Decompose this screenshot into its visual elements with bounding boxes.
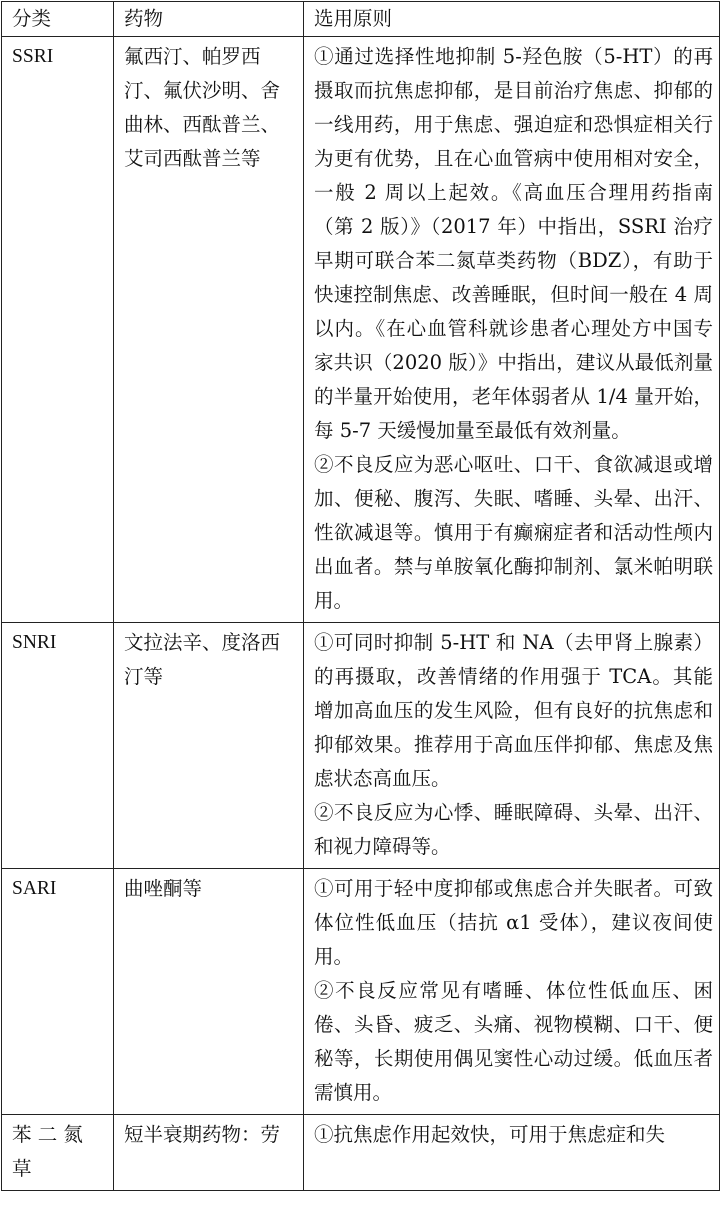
header-drug: 药物 xyxy=(114,2,304,37)
adverse-reaction-paragraph: ②不良反应为心悸、睡眠障碍、头晕、出汗、和视力障碍等。 xyxy=(314,801,713,858)
principle-paragraph: ①通过选择性地抑制 5-羟色胺（5-HT）的再摄取而抗焦虑抑郁，是目前治疗焦虑、抑郁的一线用药，用于焦虑、强迫症和恐惧症相关行为更有优势，且在心血管病中使用相对安全，一般 2 周以上起效。《高血压合理用药指南（第 2 版）》（2017 年）中指出，SSRI 治疗早期可联合苯二氮草类药物（BDZ），有助于快速控制焦虑、改善睡眠，但时间一般在 4 周以内。《在心血管科就诊患者心理处方中国专家共识（2020 版）》中指出，建议从最低剂量的半量开始使用，老年体弱者从 1/4 量开始，每 5-7 天缓慢加量至最低有效剂量。 xyxy=(314,45,713,442)
table-row-benzodiazepine xyxy=(2,1115,720,1191)
category-cell: SNRI xyxy=(2,623,114,869)
adverse-reaction-paragraph: ②不良反应为恶心呕吐、口干、食欲减退或增加、便秘、腹泻、失眠、嗜睡、头晕、出汗、性欲减退等。慎用于有癫痫症者和活动性颅内出血者。禁与单胺氧化酶抑制剂、氯米帕明联用。 xyxy=(314,453,713,612)
principle-paragraph: ①可同时抑制 5-HT 和 NA（去甲肾上腺素）的再摄取，改善情绪的作用强于 TCA。其能增加高血压的发生风险，但有良好的抗焦虑和抑郁效果。推荐用于高血压伴抑郁、焦虑及焦虑状态高血压。 xyxy=(314,631,713,790)
header-category: 分类 xyxy=(2,2,114,37)
table-row-snri xyxy=(2,623,720,869)
drug-cell: 文拉法辛、度洛西汀等 xyxy=(114,623,304,869)
category-cell: SSRI xyxy=(2,37,114,623)
drug-selection-table xyxy=(1,1,720,1191)
drug-cell: 短半衰期药物：劳 xyxy=(114,1115,304,1191)
category-cell: SARI xyxy=(2,869,114,1115)
principle-cell xyxy=(304,37,720,623)
principle-paragraph: ①可用于轻中度抑郁或焦虑合并失眠者。可致体位性低血压（拮抗 α1 受体），建议夜间使用。 xyxy=(314,877,713,968)
drug-cell: 氟西汀、帕罗西汀、氟伏沙明、舍曲林、西酞普兰、艾司西酞普兰等 xyxy=(114,37,304,623)
table-row-sari xyxy=(2,869,720,1115)
header-principle: 选用原则 xyxy=(304,2,720,37)
adverse-reaction-paragraph: ②不良反应常见有嗜睡、体位性低血压、困倦、头昏、疲乏、头痛、视物模糊、口干、便秘等，长期使用偶见窦性心动过缓。低血压者需慎用。 xyxy=(314,979,713,1104)
principle-cell xyxy=(304,1115,720,1191)
principle-paragraph: ①抗焦虑作用起效快，可用于焦虑症和失 xyxy=(314,1123,666,1146)
table-header-row xyxy=(2,2,720,37)
table-row-ssri xyxy=(2,37,720,623)
principle-cell xyxy=(304,869,720,1115)
category-cell: 苯 二 氮 草 xyxy=(2,1115,114,1191)
principle-cell xyxy=(304,623,720,869)
drug-cell: 曲唑酮等 xyxy=(114,869,304,1115)
